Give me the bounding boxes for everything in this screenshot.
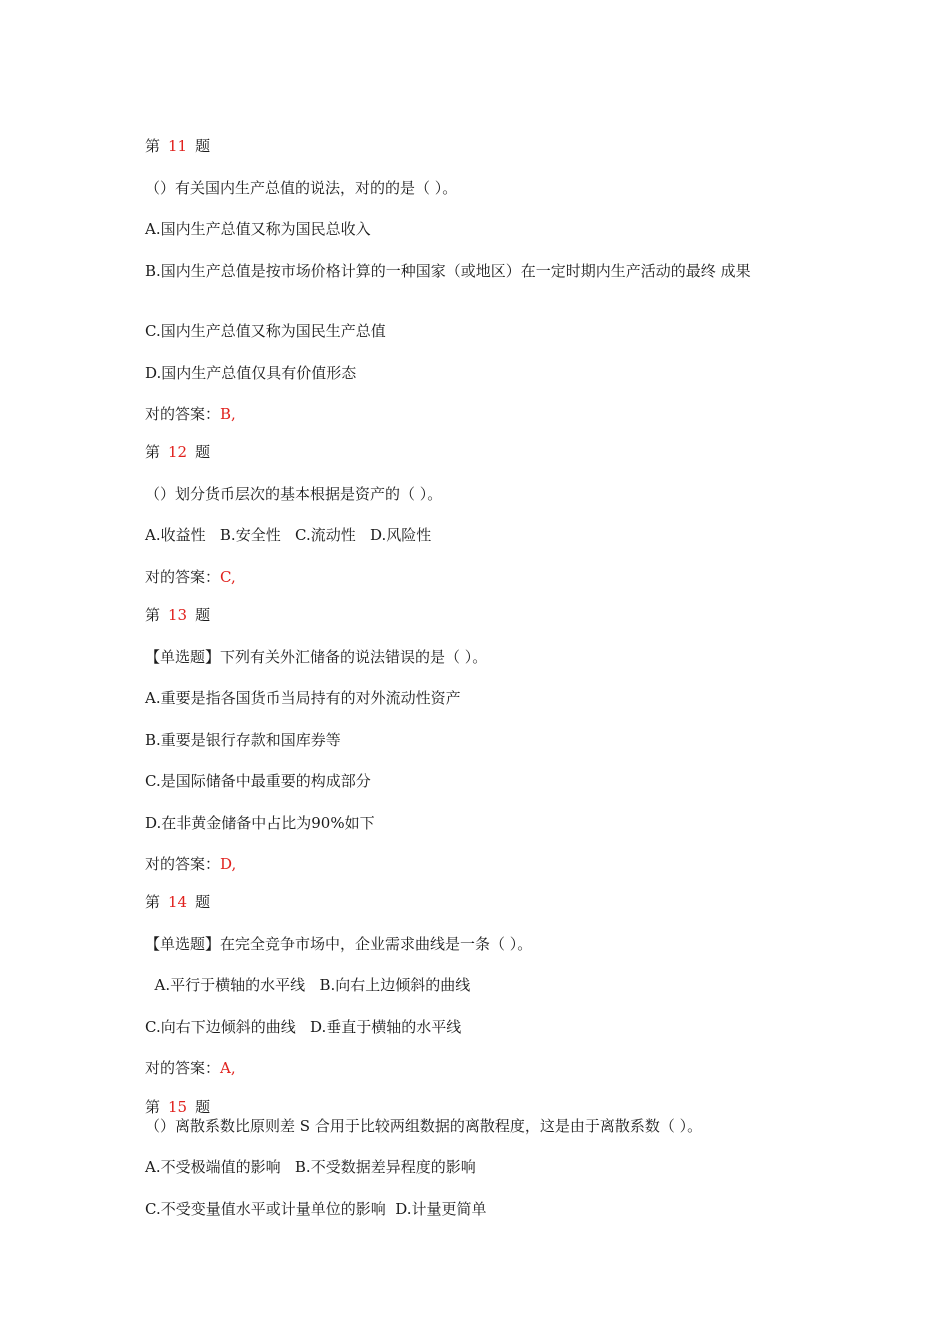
question-11-answer: 对的答案：B, [145,405,236,423]
question-11-number: 第 11 题 [145,137,211,155]
question-14-number: 第 14 题 [145,893,211,911]
answer-value: C, [220,568,236,586]
answer-value: A, [220,1059,236,1077]
question-13-stem: 【单选题】下列有关外汇储备的说法错误的是（ ）。 [145,648,488,666]
question-13-option-b: B.重要是银行存款和国库券等 [145,731,341,749]
question-11-option-b: B.国内生产总值是按市场价格计算的一种国家（或地区）在一定时期内生产活动的最终 成果 [145,262,751,280]
question-number: 14 [168,893,188,911]
question-12-answer: 对的答案：C, [145,568,236,586]
question-12-options: A.收益性 B.安全性 C.流动性 D.风险性 [145,526,432,544]
question-number: 13 [168,606,188,624]
question-13-option-a: A.重要是指各国货币当局持有的对外流动性资产 [145,689,461,707]
question-11-option-a: A.国内生产总值又称为国民总收入 [145,220,371,238]
question-15-options-ab: A.不受极端值的影响 B.不受数据差异程度的影响 [145,1158,476,1176]
question-15-stem: （）离散系数比原则差 S 合用于比较两组数据的离散程度，这是由于离散系数（ ）。 [145,1117,703,1135]
answer-value: D, [220,855,237,873]
question-11-stem: （）有关国内生产总值的说法，对的的是（ ）。 [145,179,458,197]
question-13-option-c: C.是国际储备中最重要的构成部分 [145,772,371,790]
question-14-stem: 【单选题】在完全竞争市场中，企业需求曲线是一条（ ）。 [145,935,533,953]
question-number: 11 [168,137,188,155]
question-15-number: 第 15 题 [145,1098,211,1116]
question-12-stem: （）划分货币层次的基本根据是资产的（ ）。 [145,485,443,503]
answer-value: B, [220,405,236,423]
question-14-options-cd: C.向右下边倾斜的曲线 D.垂直于横轴的水平线 [145,1018,462,1036]
question-13-answer: 对的答案：D, [145,855,237,873]
question-number: 15 [168,1098,188,1116]
question-14-options-ab: A.平行于横轴的水平线 B.向右上边倾斜的曲线 [145,976,471,994]
question-11-option-d: D.国内生产总值仅具有价值形态 [145,364,357,382]
question-15-options-cd: C.不受变量值水平或计量单位的影响 D.计量更简单 [145,1200,487,1218]
question-11-option-c: C.国内生产总值又称为国民生产总值 [145,322,386,340]
question-13-option-d: D.在非黄金储备中占比为90%如下 [145,814,375,832]
question-12-number: 第 12 题 [145,443,211,461]
question-13-number: 第 13 题 [145,606,211,624]
question-number: 12 [168,443,188,461]
question-14-answer: 对的答案：A, [145,1059,236,1077]
